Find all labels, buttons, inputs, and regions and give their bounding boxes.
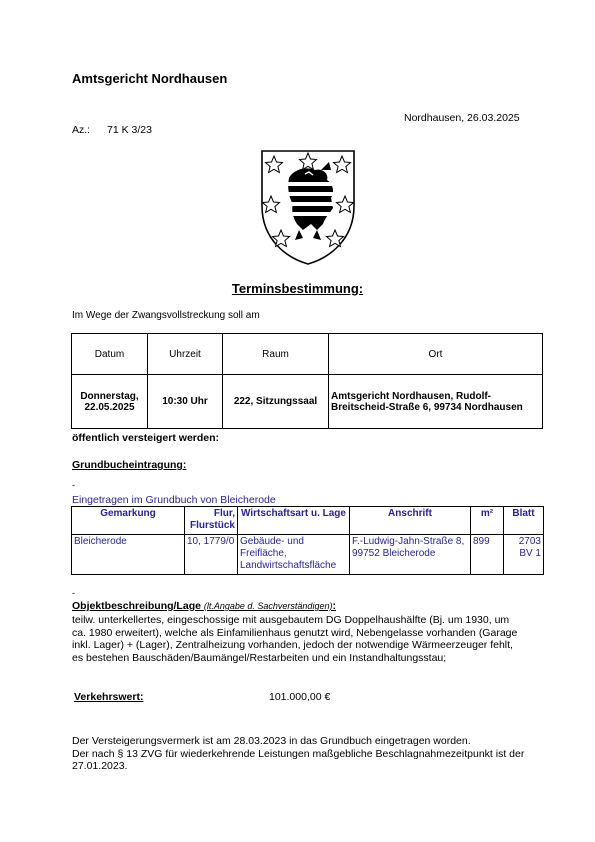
table-header-row bbox=[72, 507, 544, 535]
header-datum: Datum bbox=[72, 334, 148, 375]
value-raum: 222, Sitzungssaal bbox=[223, 375, 329, 429]
header-blatt: Blatt bbox=[504, 507, 544, 535]
object-heading-source: (lt.Angabe d. Sachverständigen) bbox=[203, 601, 333, 611]
land-register-heading: Grundbucheintragung: bbox=[72, 459, 187, 471]
value-ort: Amtsgericht Nordhausen, Rudolf-Breitscheid-Straße 6, 99734 Nordhausen bbox=[329, 375, 543, 429]
header-flur: Flur, Flurstück bbox=[185, 507, 238, 535]
header-wirtschaftsart: Wirtschaftsart u. Lage bbox=[238, 507, 350, 535]
intro-text: Im Wege der Zwangsvollstreckung soll am bbox=[72, 310, 260, 321]
object-description-heading bbox=[72, 600, 336, 612]
header-gemarkung: Gemarkung bbox=[72, 507, 185, 535]
auction-note bbox=[72, 735, 527, 773]
place-date: Nordhausen, 26.03.2025 bbox=[404, 112, 520, 124]
market-value-amount: 101.000,00 € bbox=[269, 691, 331, 703]
thuringia-coat-of-arms-icon bbox=[259, 148, 357, 266]
list-bullet: - bbox=[72, 588, 75, 598]
list-bullet: - bbox=[72, 480, 75, 490]
auction-note-line-1: Der Versteigerungsvermerk ist am 28.03.2023 in das Grundbuch eingetragen worden. bbox=[72, 735, 471, 747]
header-raum: Raum bbox=[223, 334, 329, 375]
value-datum: Donnerstag, 22.05.2025 bbox=[72, 375, 148, 429]
table-row bbox=[72, 375, 543, 429]
auction-note-line-2: Der nach § 13 ZVG für wiederkehrende Leistungen maßgebliche Beschlagnahmezeitpunkt ist der 27.01.2023. bbox=[72, 747, 525, 773]
case-number-label: Az.: bbox=[72, 124, 91, 136]
header-anschrift: Anschrift bbox=[350, 507, 471, 535]
cell-flur: 10, 1779/0 bbox=[185, 535, 238, 575]
table-header-row bbox=[72, 334, 543, 375]
header-uhrzeit: Uhrzeit bbox=[148, 334, 223, 375]
header-m2: m² bbox=[471, 507, 504, 535]
cell-m2: 899 bbox=[471, 535, 504, 575]
register-entry-note: Eingetragen im Grundbuch von Bleicherode bbox=[72, 494, 276, 506]
court-name: Amtsgericht Nordhausen bbox=[72, 71, 228, 86]
cell-blatt: 2703 BV 1 bbox=[504, 535, 544, 575]
object-heading-label: Objektbeschreibung/Lage bbox=[72, 600, 201, 612]
table-row bbox=[72, 535, 544, 575]
page-title: Terminsbestimmung: bbox=[231, 281, 364, 296]
case-number-value: 71 K 3/23 bbox=[107, 124, 152, 136]
auction-statement: öffentlich versteigert werden: bbox=[72, 432, 220, 444]
market-value-label: Verkehrswert: bbox=[74, 691, 144, 703]
case-number bbox=[72, 124, 152, 136]
cell-anschrift: F.-Ludwig-Jahn-Straße 8, 99752 Bleicherode bbox=[350, 535, 471, 575]
cell-wirtschaftsart: Gebäude- und Freifläche, Landwirtschaftsfläche bbox=[238, 535, 350, 575]
object-description-text: teilw. unterkellertes, eingeschossige mit ausgebautem DG Doppelhaushälfte (Bj. um 1930, um ca. 1980 erweitert), welche als Einfamilienhaus genutzt wird, Nebengelasse vorhanden (Garage inkl. Lager) + (Lager), Zentralheizung vorhanden, jedoch der notwendige Wärmeerzeuger fehlt, es bestehen Bauschäden/Baumängel/Restarbeiten und ein Instandhaltungsstau; bbox=[72, 614, 518, 664]
appointment-table bbox=[71, 333, 543, 429]
header-ort: Ort bbox=[329, 334, 543, 375]
land-register-table bbox=[71, 506, 544, 575]
value-uhrzeit: 10:30 Uhr bbox=[148, 375, 223, 429]
object-heading-colon: : bbox=[332, 600, 336, 612]
cell-gemarkung: Bleicherode bbox=[72, 535, 185, 575]
